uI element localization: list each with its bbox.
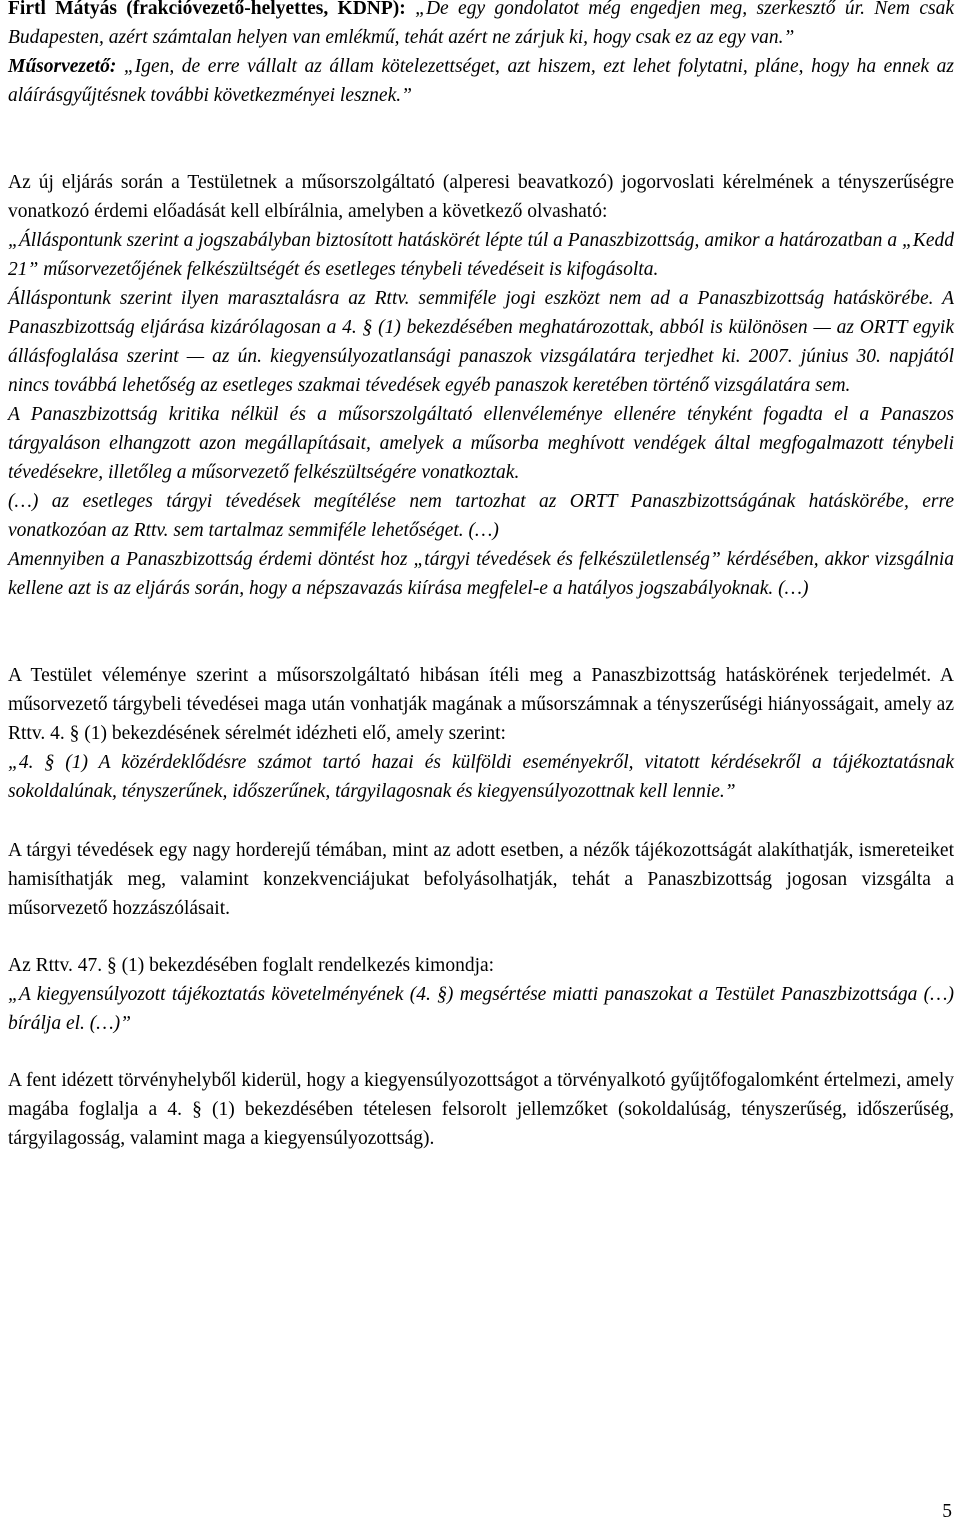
paragraph-gap (8, 1038, 954, 1066)
quote-paragraph-firtl (8, 0, 954, 52)
body-paragraph: A Testület véleménye szerint a műsorszolgáltató hibásan ítéli meg a Panaszbizottság hatáskörének terjedelmét. A műsorvezető tárgybeli tévedései maga után vonhatják magának a műsorszámnak a tényszerűségi hiányosságait, amely az Rttv. 4. § (1) bekezdésének sérelmét idézheti elő, amely szerint: (8, 665, 954, 744)
quote-text: „De egy gondolatot még engedjen meg, szerkesztő úr. Nem csak Budapesten, azért számtalan helyen van emlékmű, tehát azért ne zárjuk ki, hogy csak ez az egy van.” (8, 0, 954, 48)
quoted-paragraph: Amennyiben a Panaszbizottság érdemi döntést hoz „tárgyi tévedések és felkészületlenség” kérdésében, akkor vizsgálnia kellene azt is az eljárás során, hogy a népszavazás kiírása megfelel-e a hatályos jogszabályoknak. (…) (8, 549, 954, 599)
quoted-paragraph: (…) az esetleges tárgyi tévedések megítélése nem tartozhat az ORTT Panaszbizottságának hatáskörébe, erre vonatkozóan az Rttv. sem tartalmaz semmiféle lehetőséget. (…) (8, 491, 954, 541)
speaker-label: Műsorvezető: (8, 56, 117, 77)
quote-paragraph-moderator (8, 52, 954, 110)
paragraph-gap (8, 923, 954, 951)
quote-text: „Igen, de erre vállalt az állam kötelezettséget, azt hiszem, ezt lehet folytatni, pláne, hogy ha ennek az aláírásgyűjtésnek további következményei lesznek.” (8, 56, 954, 106)
paragraph-gap (8, 806, 954, 836)
body-paragraph: Az új eljárás során a Testületnek a műsorszolgáltató (alperesi beavatkozó) jogorvoslati kérelmének a tényszerűségre vonatkozó érdemi előadását kell elbírálnia, amelyben a következő olvasható: (8, 172, 954, 222)
quoted-paragraph: A Panaszbizottság kritika nélkül és a műsorszolgáltató ellenvéleménye ellenére tényként fogadta el a Panaszos tárgyaláson elhangzott azon megállapításait, amelyek a műsorba meghívott vendégek által megfogalmazott ténybeli tévedésekre, illetőleg a műsorvezető felkészültségére vonatkoztak. (8, 404, 954, 483)
body-paragraph: A fent idézett törvényhelyből kiderül, hogy a kiegyensúlyozottságot a törvényalkotó gyűjtőfogalomként értelmezi, amely magába foglalja a 4. § (1) bekezdésében tételesen felsorolt jellemzőket (sokoldalúság, tényszerűség, időszerűség, tárgyilagosság, valamint maga a kiegyensúlyozottság). (8, 1070, 954, 1149)
quoted-paragraph: „Álláspontunk szerint a jogszabályban biztosított hatáskörét lépte túl a Panaszbizottság, amikor a határozatban a „Kedd 21” műsorvezetőjének felkészültségét és esetleges ténybeli tévedéseit is kifogásolta. (8, 230, 954, 280)
quoted-paragraph: „4. § (1) A közérdeklődésre számot tartó hazai és külföldi eseményekről, vitatott kérdésekről a tájékoztatásnak sokoldalúnak, tényszerűnek, időszerűnek, tárgyilagosnak és kiegyensúlyozottnak kell lennie.” (8, 752, 954, 802)
body-paragraph: Az Rttv. 47. § (1) bekezdésében foglalt rendelkezés kimondja: (8, 955, 495, 976)
quoted-paragraph: Álláspontunk szerint ilyen marasztalásra az Rttv. semmiféle jogi eszközt nem ad a Panaszbizottság hatáskörébe. A Panaszbizottság eljárása kizárólagosan a 4. § (1) bekezdésében meghatározottak, abból is különösen — az ORTT egyik állásfoglalása szerint — az ún. kiegyensúlyozatlansági panaszok vizsgálatára terjedhet ki. 2007. június 30. napjától nincs továbbá lehetőség az esetleges szakmai tévedések egyéb panaszok keretében történő vizsgálatára sem. (8, 288, 954, 396)
paragraph-gap (8, 110, 954, 168)
document-page (8, 0, 954, 1153)
body-paragraph: A tárgyi tévedések egy nagy horderejű témában, mint az adott esetben, a nézők tájékozottságát alakíthatják, ismereteiket hamisíthatják meg, valamint konzekvenciájukat befolyásolhatják, tehát a Panaszbizottság jogosan vizsgálta a műsorvezető hozzászólásait. (8, 840, 954, 919)
paragraph-gap (8, 603, 954, 661)
speaker-label: Firtl Mátyás (frakcióvezető-helyettes, KDNP): (8, 0, 406, 19)
page-number: 5 (942, 1501, 952, 1522)
quoted-paragraph: „A kiegyensúlyozott tájékoztatás követelményének (4. §) megsértése miatti panaszokat a Testület Panaszbizottsága (…) bírálja el. (…)” (8, 984, 954, 1034)
